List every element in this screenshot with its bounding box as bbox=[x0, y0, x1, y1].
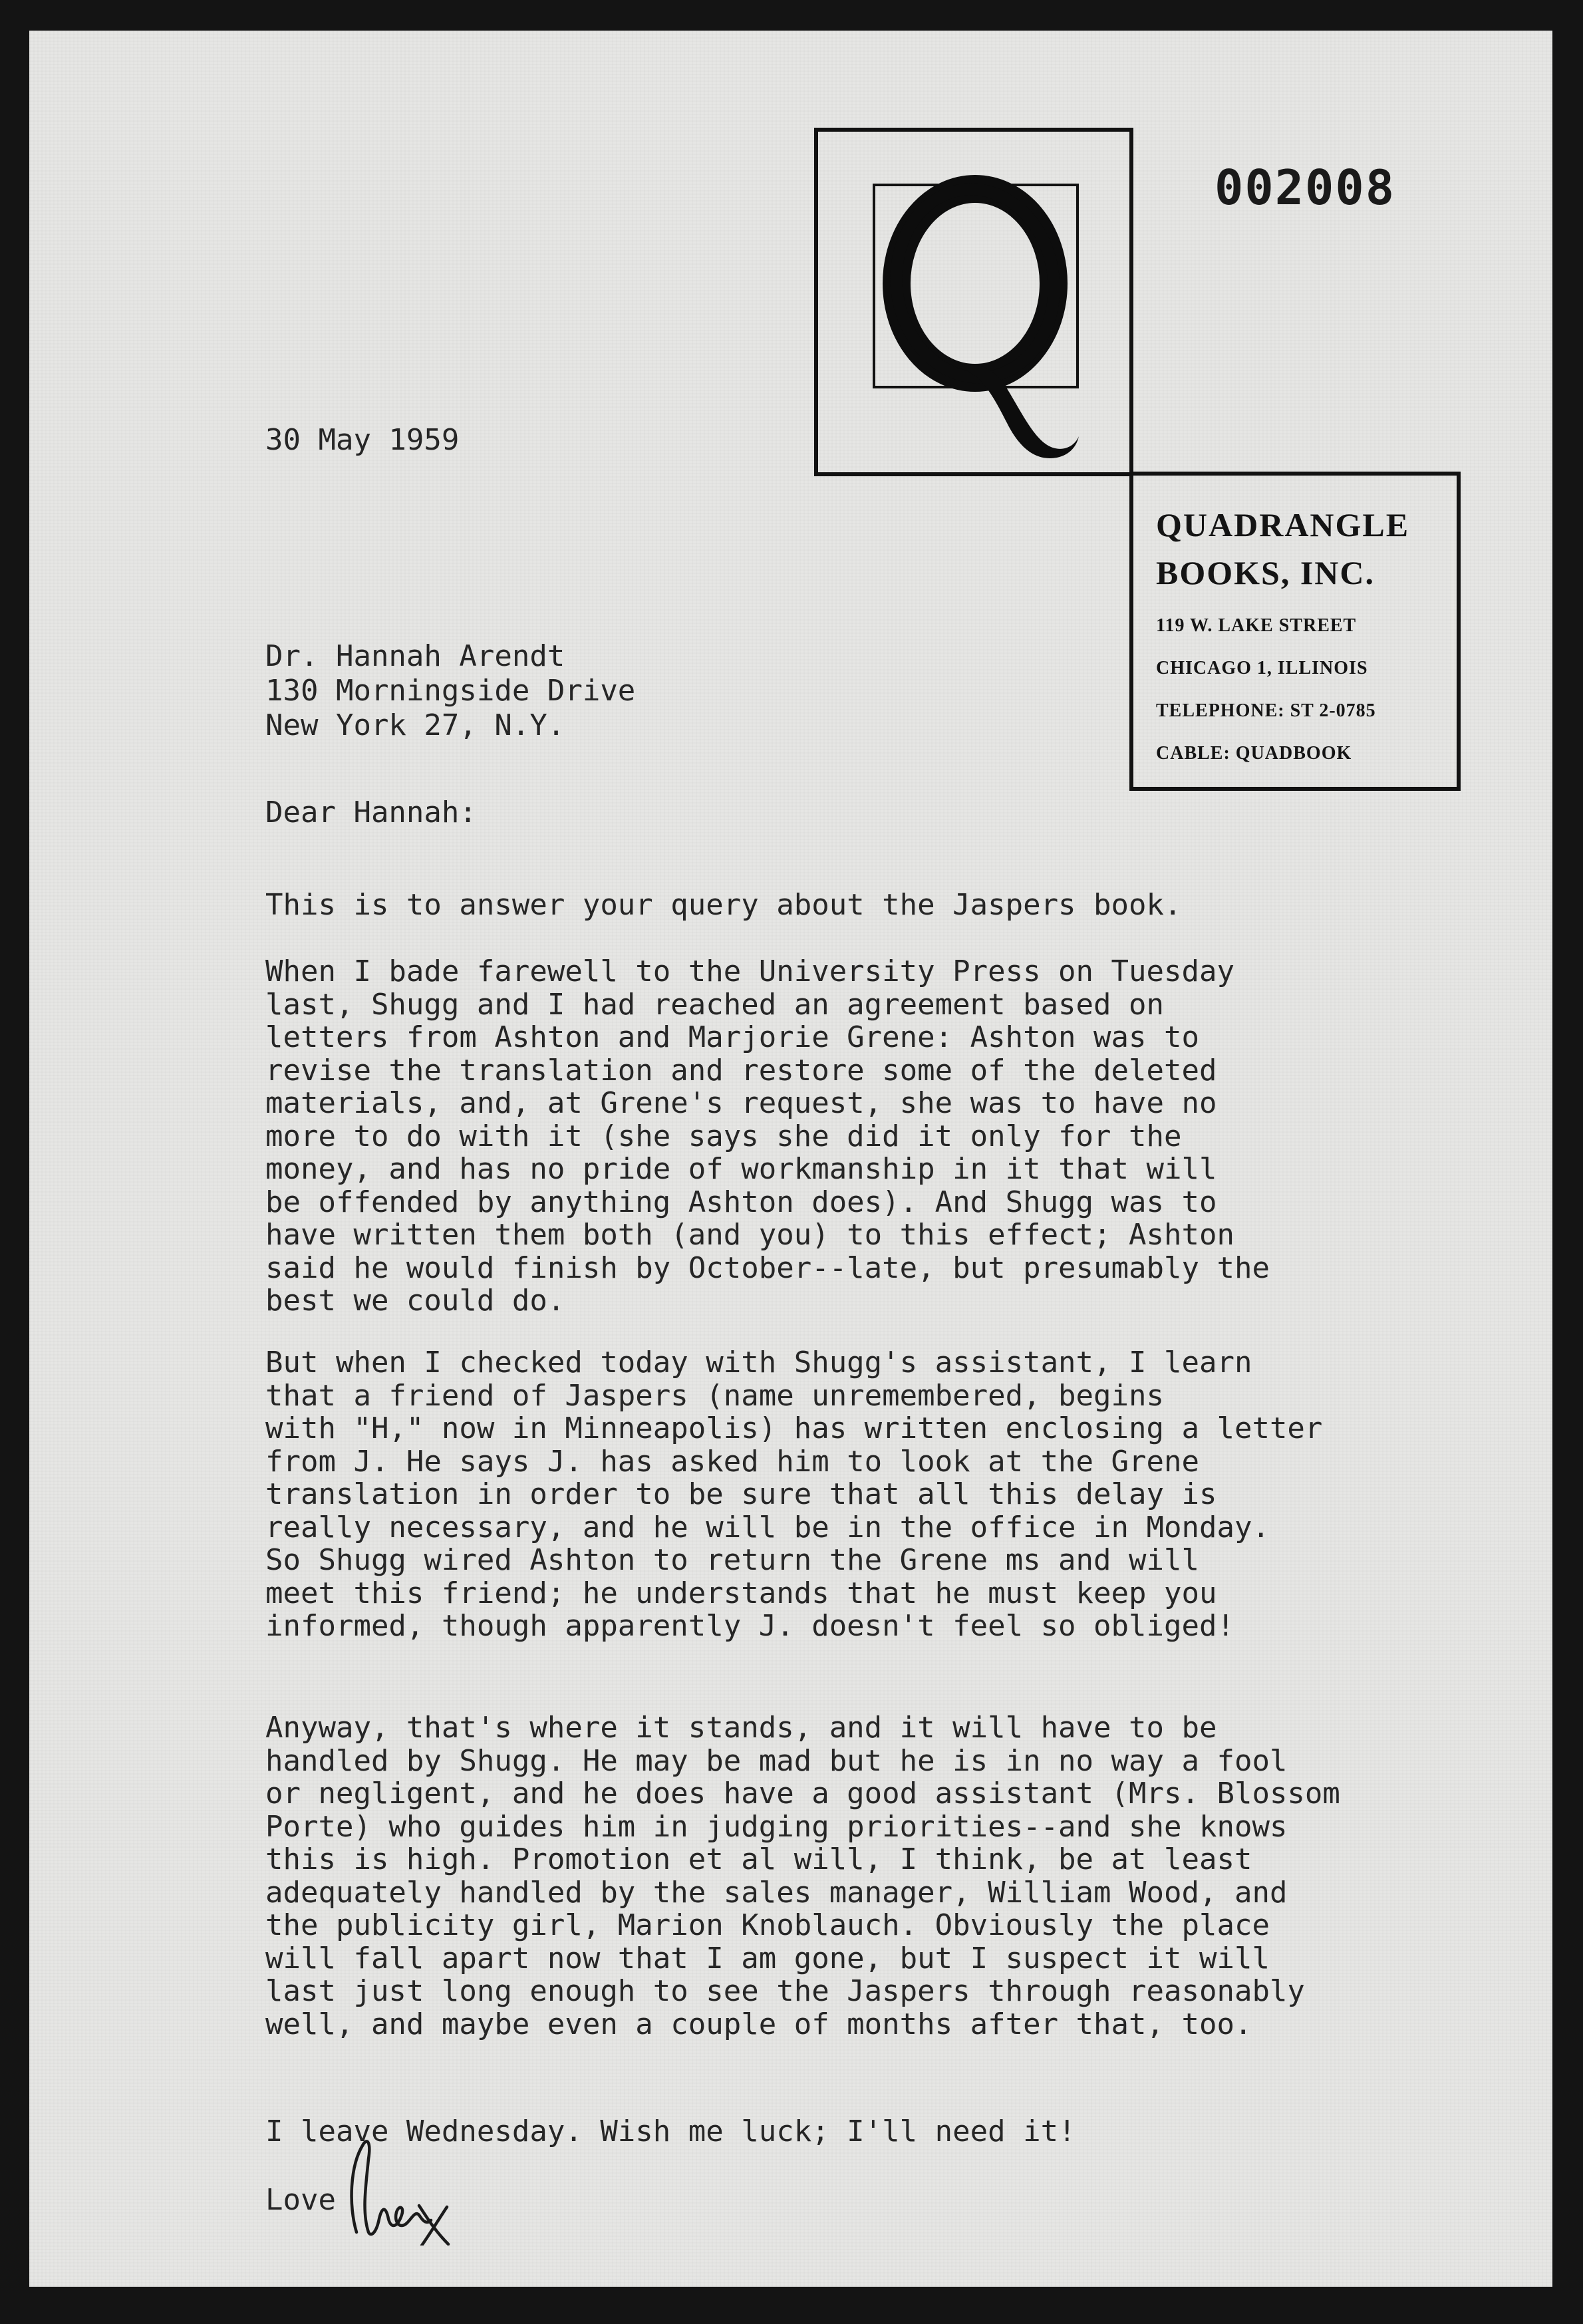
document-number: 002008 bbox=[1215, 160, 1396, 216]
letterhead-address-box bbox=[1129, 472, 1461, 791]
company-city: CHICAGO 1, ILLINOIS bbox=[1156, 658, 1368, 678]
body-paragraph: But when I checked today with Shugg's assistant, I learn that a friend of Jaspers (name unremembered, begins with "H," now in Minneapolis) has written enclosing a letter from J. He says J. has asked him to look at the Grene translation in order to be sure that all this delay is really necessary, and he will be in the office in Monday. So Shugg wired Ashton to return the Grene ms and will meet this friend; he understands that he must keep you informed, though apparently J. doesn't feel so obliged! bbox=[265, 1346, 1323, 1643]
letter-date: 30 May 1959 bbox=[265, 423, 460, 457]
body-paragraph: I leave Wednesday. Wish me luck; I'll need it! bbox=[265, 2114, 1076, 2148]
company-cable: CABLE: QUADBOOK bbox=[1156, 743, 1352, 764]
company-telephone: TELEPHONE: ST 2-0785 bbox=[1156, 700, 1376, 721]
recipient-name: Dr. Hannah Arendt bbox=[265, 639, 565, 673]
handwritten-signature bbox=[322, 2132, 475, 2246]
recipient-city: New York 27, N.Y. bbox=[265, 708, 565, 742]
closing: Love bbox=[265, 2183, 336, 2217]
recipient-street: 130 Morningside Drive bbox=[265, 674, 636, 708]
company-name-line1: QUADRANGLE bbox=[1156, 506, 1410, 543]
company-street: 119 W. LAKE STREET bbox=[1156, 615, 1357, 636]
body-paragraph: This is to answer your query about the Jaspers book. bbox=[265, 888, 1182, 922]
letter-sheet bbox=[29, 31, 1552, 2287]
quadrangle-logo bbox=[841, 170, 1107, 490]
salutation: Dear Hannah: bbox=[265, 796, 477, 829]
company-name-line2: BOOKS, INC. bbox=[1156, 554, 1375, 591]
body-paragraph: Anyway, that's where it stands, and it will have to be handled by Shugg. He may be mad but he is in no way a fool or negligent, and he does have a good assistant (Mrs. Blossom Porte) who guides him in judging priorities--and she knows this is high. Promotion et al will, I think, be at least adequately handled by the sales manager, William Wood, and the publicity girl, Marion Knoblauch. Obviously the place will fall apart now that I am gone, but I suspect it will last just long enough to see the Jaspers through reasonably well, and maybe even a couple of months after that, too. bbox=[265, 1711, 1340, 2041]
recipient-address bbox=[265, 639, 635, 743]
body-paragraph: When I bade farewell to the University Press on Tuesday last, Shugg and I had reached an agreement based on letters from Ashton and Marjorie Grene: Ashton was to revise the translation and restore some of the deleted materials, and, at Grene's request, she was to have no more to do with it (she says she did it only for the money, and has no pride of workmanship in it that will be offended by anything Ashton does). And Shugg was to have written them both (and you) to this effect; Ashton said he would finish by October--late, but presumably the best we could do. bbox=[265, 954, 1270, 1318]
